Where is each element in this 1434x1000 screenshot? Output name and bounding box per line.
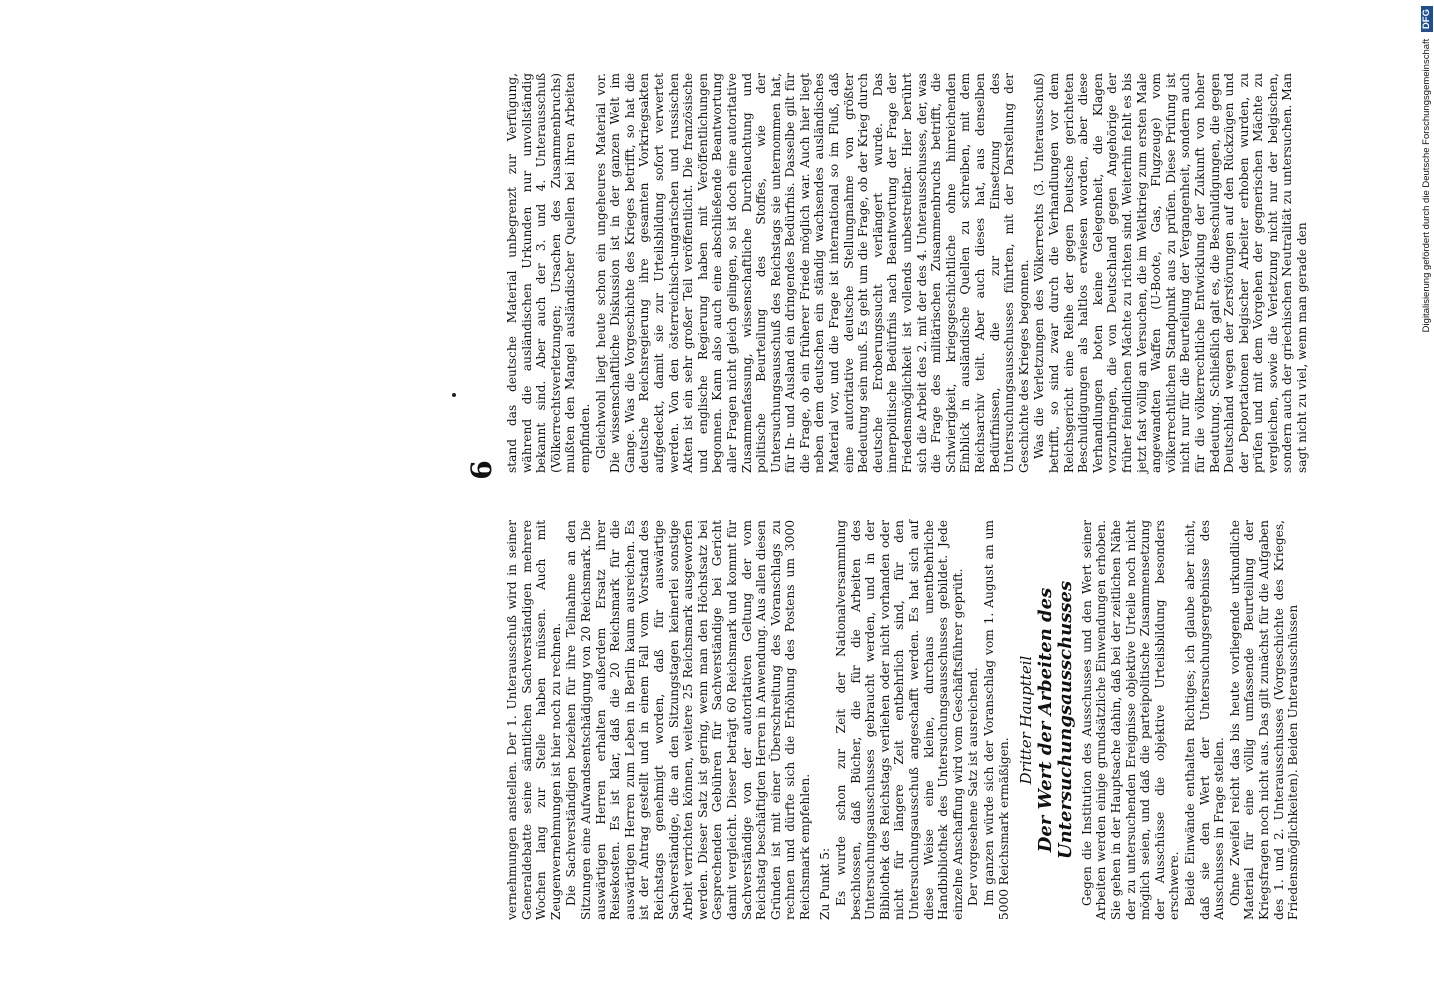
- paragraph: Gleichwohl liegt heute schon ein ungeheures Material vor. Die wissenschaftliche Diskussion ist in der ganzen Welt im Gange. Was die Vorgeschichte des Krieges betrifft, so hat die deutsche Reichsregierung ihre gesamten Vorkriegsakten aufgedeckt, damit sie zur Urteilsbildung sofort verwertet werden. Von den österreichisch-ungarischen und russischen Akten ist ein sehr großer Teil veröffentlicht. Die französische und englische Regierung haben mit Veröffentlichungen begonnen. Kann also auch eine abschließende Beantwortung aller Fragen nicht gleich gelingen, so ist doch eine autoritative Zusammenfassung, wissenschaftliche Durchleuchtung und politische Beurteilung des Stoffes, wie der Untersuchungsausschuß des Reichstags sie unternommen hat, für In- und Ausland ein dringendes Bedürfnis. Dasselbe gilt für die Frage, ob ein früherer Friede möglich war. Auch hier liegt neben dem deutschen ein ständig wachsendes ausländisches Material vor, und die Frage ist international so im Fluß, daß eine autoritative deutsche Stellungnahme von größter Bedeutung sein muß. Es geht um die Frage, ob der Krieg durch deutsche Eroberungssucht verlängert wurde. Das innerpolitische Bedürfnis nach Beantwortung der Frage der Friedensmöglichkeit ist vollends unbestreitbar. Hier berührt sich die Arbeit des 2. mit der des 4. Unterausschusses, der, was die Frage des militärischen Zusammenbruchs betrifft, die Schwierigkeit, kriegsgeschichtliche ohne hinreichenden Einblick in ausländische Quellen zu schreiben, mit dem Reichsarchiv teilt. Aber auch dieses hat, aus denselben Bedürfnissen, die zur Einsetzung des Untersuchungsausschusses führten, mit der Darstellung der Geschichte des Krieges begonnen.: [593, 73, 1031, 473]
- paragraph: Die Sachverständigen beziehen für ihre Teilnahme an den Sitzungen eine Aufwandsentschädigung von 20 Reichsmark. Die auswärtigen Herren erhalten außerdem Ersatz ihrer Reisekosten. Es ist klar, daß die 20 Reichsmark für die auswärtigen Herren zum Leben in Berlin kaum ausreichen. Es ist der Antrag gestellt und in einem Fall vom Vorstand des Reichstags genehmigt worden, daß für auswärtige Sachverständige, die an den Sitzungstagen keinerlei sonstige Arbeit verrichten können, weitere 25 Reichsmark ausgeworfen werden. Dieser Satz ist gering, wenn man den Höchstsatz bei Gesprechenden Gebühren für Sachverständige bei Gericht damit vergleicht. Dieser beträgt 60 Reichsmark und kommt für Sachverständige von der autoritativen Geltung der vom Reichstag beschäftigten Herren in Anwendung. Aus allen diesen Gründen ist mit einer Überschreitung des Voranschlags zu rechnen und dürfte sich die Erhöhung des Postens um 3000 Reichsmark empfehlen.: [564, 520, 812, 920]
- paragraph: Gegen die Institution des Ausschusses und den Wert seiner Arbeiten werden einige grundsätzliche Einwendungen erhoben. Sie gehen in der Hauptsache dahin, daß bei der zeitlichen Nähe der zu untersuchenden Ereignisse objektive Urteile noch nicht möglich seien, und daß die parteipolitische Zusammensetzung der Ausschüsse die objektive Urteilsbildung besonders erschwere.: [1079, 520, 1182, 920]
- right-column: [505, 73, 1311, 473]
- paragraph: Ohne Zweifel reicht das bis heute vorliegende urkundliche Material für eine völlig umfassende Beurteilung der Kriegsfragen noch nicht aus. Das gilt zunächst für die Aufgaben des 1. und 2. Unterausschusses (Vorgeschichte des Krieges, Friedensmöglichkeiten). Beiden Unterausschüssen: [1227, 520, 1301, 920]
- digitization-sidebar: [1419, 0, 1434, 1000]
- digitization-note: [1419, 0, 1434, 1000]
- paragraph: Was die Verletzungen des Völkerrechts (3. Unterausschuß) betrifft, so sind zwar durch die Verhandlungen vor dem Reichsgericht eine Reihe der gegen Deutsche gerichteten Beschuldigungen als haltlos erwiesen worden, aber diese Verhandlungen boten keine Gelegenheit, die Klagen vorzubringen, die von Deutschland gegen Angehörige der früher feindlichen Mächte zu richten sind. Weiterhin fehlt es bis jetzt fast völlig an Versuchen, die im Weltkrieg zum ersten Male angewandten Waffen (U-Boote, Gas, Flugzeuge) vom völkerrechtlichen Standpunkt aus zu prüfen. Diese Prüfung ist nicht nur für die Beurteilung der Vergangenheit, sondern auch für die völkerrechtliche Entwicklung der Zukunft von hoher Bedeutung. Schließlich galt es, die Beschuldigungen, die gegen Deutschland wegen der Zerstörungen auf den Rückzügen und der Deportationen belgischer Arbeiter erhoben wurden, zu prüfen und mit dem Vorgehen der gegnerischen Mächte zu vergleichen, sowie die Verletzung nicht nur der belgischen, sondern auch der griechischen Neutralität zu untersuchen. Man sagt nicht zu viel, wenn man gerade den: [1032, 73, 1310, 473]
- paragraph: Beide Einwände enthalten Richtiges; ich glaube aber nicht, daß sie den Wert der Untersuchungsergebnisse des Ausschusses in Frage stellen.: [1182, 520, 1227, 920]
- page-number: 6: [465, 460, 498, 480]
- paragraph: Der vorgesehene Satz ist ausreichend.: [966, 667, 981, 906]
- section-title: Der Wert der Arbeiten des Untersuchungsausschusses: [1034, 580, 1076, 860]
- funding-text: Digitalisierung gefördert durch die Deutsche Forschungsgemeinschaft: [1421, 38, 1432, 333]
- document-page: [120, 40, 1310, 960]
- subheading: Zu Punkt 5:: [818, 847, 833, 920]
- paragraph: vernehmungen anstellen. Der 1. Unterausschuß wird in seiner Generaldebatte seine sämtlichen Sachverständigen mehrere Wochen lang zur Stelle haben müssen. Auch mit Zeugenvernehmungen ist hier noch zu rechnen.: [505, 520, 563, 920]
- paragraph: Es wurde schon zur Zeit der Nationalversammlung beschlossen, daß Bücher, die für die Arbeiten des Untersuchungsausschusses gebraucht werden, und in der Bibliothek des Reichstags verliehen oder nicht vorhanden oder nicht für längere Zeit entbehrlich sind, für den Untersuchungsausschuß angeschafft werden. Es hat sich auf diese Weise eine kleine, durchaus unentbehrliche Handbibliothek des Untersuchungsausschusses gebildet. Jede einzelne Anschaffung wird vom Geschäftsführer geprüft.: [834, 520, 965, 920]
- dfg-logo: DFG: [1421, 6, 1433, 32]
- page-mark: [452, 393, 456, 397]
- paragraph: stand das deutsche Material unbegrenzt zur Verfügung, während die ausländischen Urkunden nur unvollständig bekannt sind. Aber auch der 3. und 4. Unterausschuß (Völkerrechtsverletzungen; Ursachen des Zusammenbruchs) mußten den Mangel ausländischer Quellen bei ihren Arbeiten empfinden.: [505, 73, 592, 473]
- left-column: [505, 520, 1302, 920]
- section-label: Dritter Hauptteil: [1017, 655, 1036, 785]
- paragraph: Im ganzen würde sich der Voranschlag vom 1. August an um 5000 Reichsmark ermäßigen.: [982, 520, 1011, 920]
